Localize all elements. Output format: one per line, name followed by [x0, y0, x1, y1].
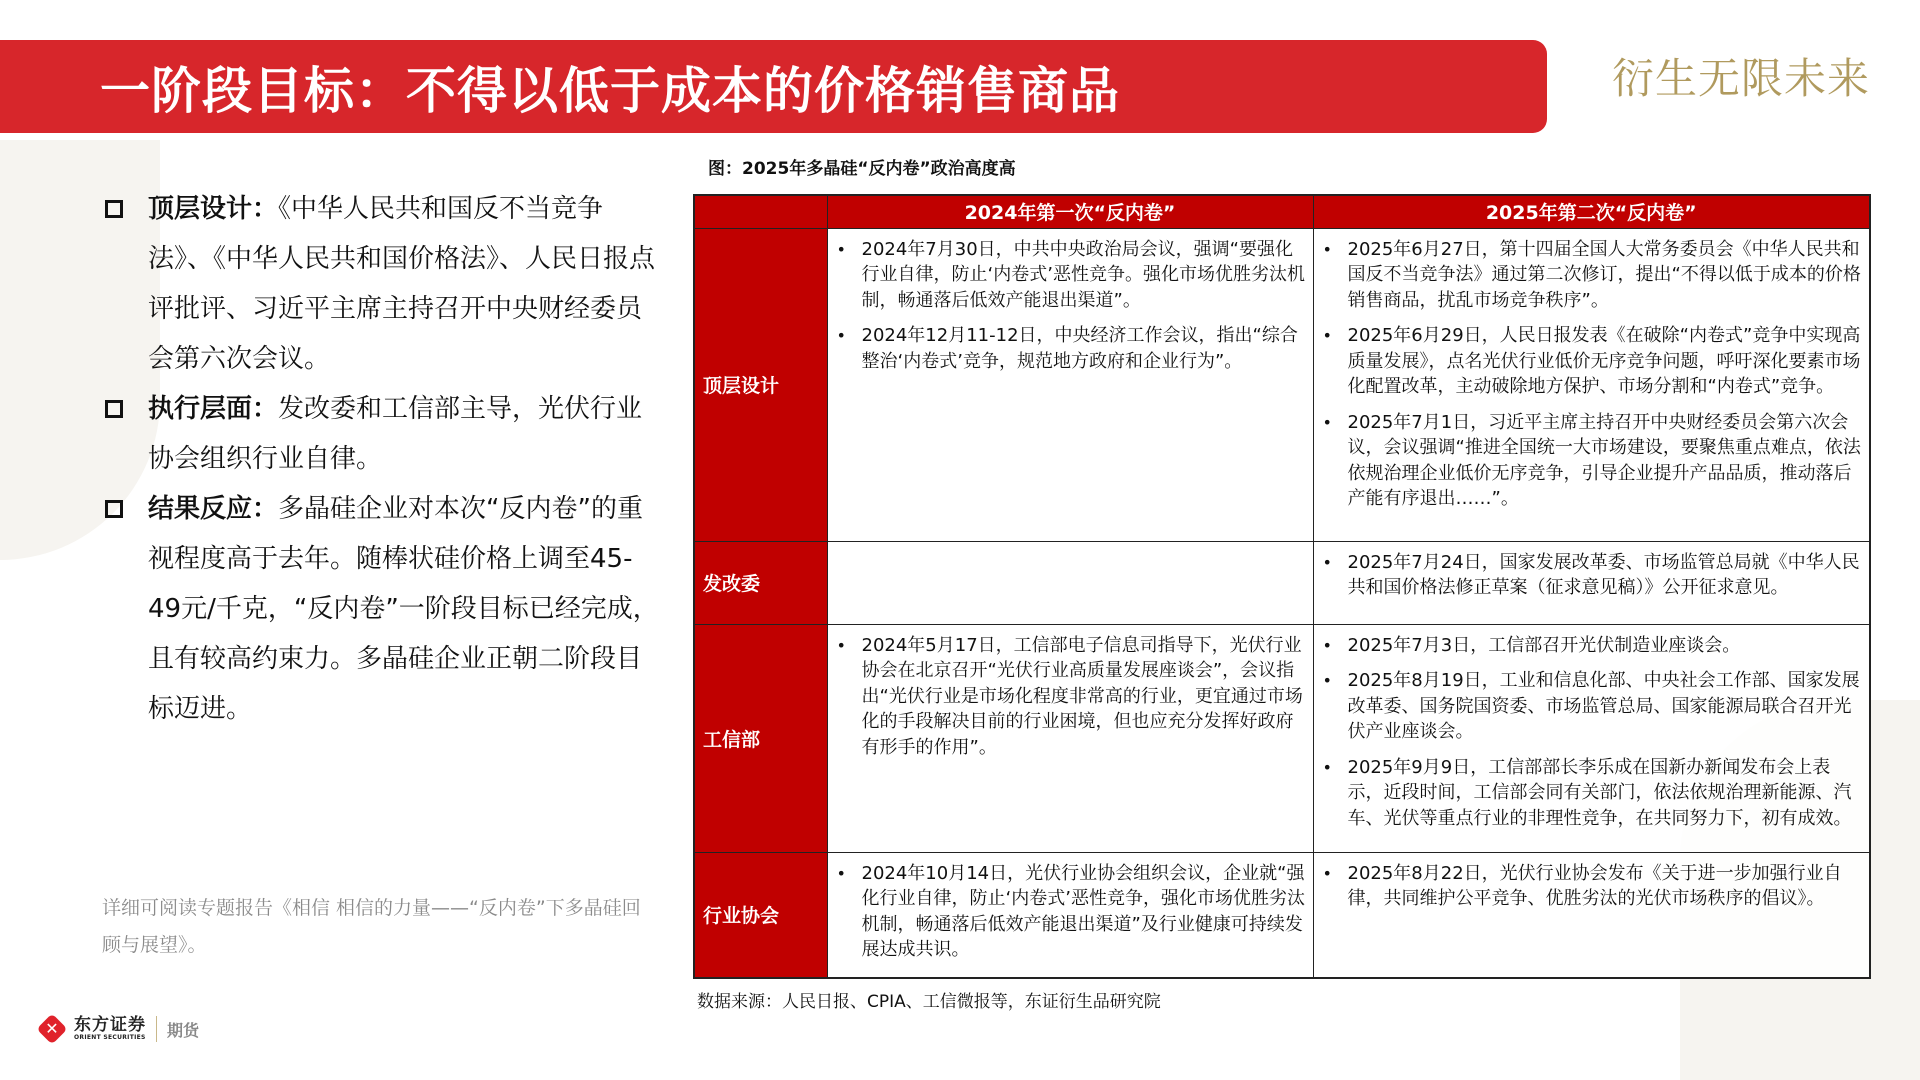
summary-bullet-top-design: [100, 184, 660, 384]
cell-2024: [827, 228, 1313, 541]
table-row: [694, 852, 1870, 978]
list-item: • 2025年6月29日，人民日报发表《在破除“内卷式”竞争中实现高质量发展》，点名光伏行业低价无序竞争问题，呼吁深化要素市场化配置改革，主动破除地方保护、市场分割和“内卷式”竞争。: [1314, 323, 1864, 400]
row-label: 顶层设计: [694, 228, 827, 541]
cell-2024: [827, 624, 1313, 852]
reference-note: 详细可阅读专题报告《相信 相信的力量——“反内卷”下多晶硅回顾与展望》。: [102, 897, 641, 956]
list-item: • 2025年7月1日，习近平主席主持召开中央财经委员会第六次会议，会议强调“推进全国统一大市场建设，要聚焦重点难点，依法依规治理企业低价无序竞争，引导企业提升产品品质，推动落后产能有序退出……”。: [1314, 410, 1864, 512]
bullet-label: 执行层面：: [148, 394, 279, 424]
row-label: 工信部: [694, 624, 827, 852]
header-cell-2024: 2024年第一次“反内卷”: [827, 195, 1313, 228]
checkbox-square-icon: [105, 400, 123, 418]
bullet-text: 多晶硅企业对本次“反内卷”的重视程度高于去年。随棒状硅价格上调至45-49元/千克，“反内卷”一阶段目标已经完成，且有较高约束力。多晶硅企业正朝二阶段目标迈进。: [148, 494, 659, 724]
bullet-text: 《中华人民共和国反不当竞争法》、《中华人民共和国价格法》、人民日报点评批评、习近平主席主持召开中央财经委员会第六次会议。: [148, 194, 656, 374]
list-item: • 2025年8月19日，工业和信息化部、中央社会工作部、国家发展改革委、国务院国资委、市场监管总局、国家能源局联合召开光伏产业座谈会。: [1314, 668, 1864, 745]
orient-logo-icon: [38, 1015, 66, 1043]
cell-2024: [827, 852, 1313, 978]
header-cell-2025: 2025年第二次“反内卷”: [1313, 195, 1870, 228]
list-item: • 2024年10月14日，光伏行业协会组织会议，企业就“强化行业自律，防止‘内卷式’恶性竞争，强化市场优胜劣汰机制，畅通落后低效产能退出渠道”及行业健康可持续发展达成共识。: [828, 861, 1307, 963]
logo-name-en: ORIENT SECURITIES: [74, 1034, 146, 1041]
title-banner: [0, 40, 1547, 133]
table-row: [694, 541, 1870, 624]
row-label: 行业协会: [694, 852, 827, 978]
cell-2025: [1313, 228, 1870, 541]
data-source: 数据来源：人民日报、CPIA、工信微报等，东证衍生品研究院: [697, 992, 1161, 1012]
list-item: • 2025年8月22日，光伏行业协会发布《关于进一步加强行业自律，共同维护公平竞争、优胜劣汰的光伏市场秩序的倡议》。: [1314, 861, 1864, 912]
cell-2025: [1313, 541, 1870, 624]
table-row: [694, 228, 1870, 541]
list-item: • 2025年9月9日，工信部部长李乐成在国新办新闻发布会上表示，近段时间，工信部会同有关部门，依法依规治理新能源、汽车、光伏等重点行业的非理性竞争，在共同努力下，初有成效。: [1314, 755, 1864, 832]
table-header-row: [694, 195, 1870, 228]
bullet-text: 发改委和工信部主导，光伏行业协会组织行业自律。: [148, 394, 643, 474]
company-logo: [38, 1015, 199, 1043]
brand-slogan: 衍生无限未来: [1612, 54, 1871, 103]
checkbox-square-icon: [105, 500, 123, 518]
list-item: • 2025年7月24日，国家发展改革委、市场监管总局就《中华人民共和国价格法修正草案（征求意见稿）》公开征求意见。: [1314, 550, 1864, 601]
logo-subbrand: 期货: [167, 1020, 200, 1040]
logo-divider: [156, 1016, 157, 1042]
logo-name-cn: 东方证券: [74, 1015, 146, 1035]
figure-caption: 图：2025年多晶硅“反内卷”政治高度高: [708, 159, 1016, 179]
list-item: • 2024年7月30日，中共中央政治局会议，强调“要强化行业自律，防止‘内卷式’恶性竞争。强化市场优胜劣汰机制，畅通落后低效产能退出渠道”。: [828, 237, 1307, 314]
summary-bullet-result: [100, 484, 660, 734]
row-label: 发改委: [694, 541, 827, 624]
list-item: • 2025年7月3日，工信部召开光伏制造业座谈会。: [1314, 633, 1864, 659]
summary-panel: [100, 184, 660, 734]
checkbox-square-icon: [105, 200, 123, 218]
logo-text: [74, 1016, 146, 1042]
bullet-label: 顶层设计：: [148, 194, 279, 224]
page-title: 一阶段目标：不得以低于成本的价格销售商品: [100, 61, 1120, 120]
header-cell-empty: [694, 195, 827, 228]
list-item: • 2024年12月11-12日，中央经济工作会议，指出“综合整治‘内卷式’竞争，规范地方政府和企业行为”。: [828, 323, 1307, 374]
table-row: [694, 624, 1870, 852]
cell-2024: [827, 541, 1313, 624]
policy-comparison-table: [693, 194, 1871, 979]
bullet-label: 结果反应：: [148, 494, 279, 524]
list-item: • 2024年5月17日，工信部电子信息司指导下，光伏行业协会在北京召开“光伏行业高质量发展座谈会”，会议指出“光伏行业是市场化程度非常高的行业，更宜通过市场化的手段解决目前的行业困境，但也应充分发挥好政府有形手的作用”。: [828, 633, 1307, 761]
summary-bullet-execution: [100, 384, 660, 484]
list-item: • 2025年6月27日，第十四届全国人大常务委员会《中华人民共和国反不当竞争法》通过第二次修订，提出“不得以低于成本的价格销售商品，扰乱市场竞争秩序”。: [1314, 237, 1864, 314]
cell-2025: [1313, 852, 1870, 978]
cell-2025: [1313, 624, 1870, 852]
